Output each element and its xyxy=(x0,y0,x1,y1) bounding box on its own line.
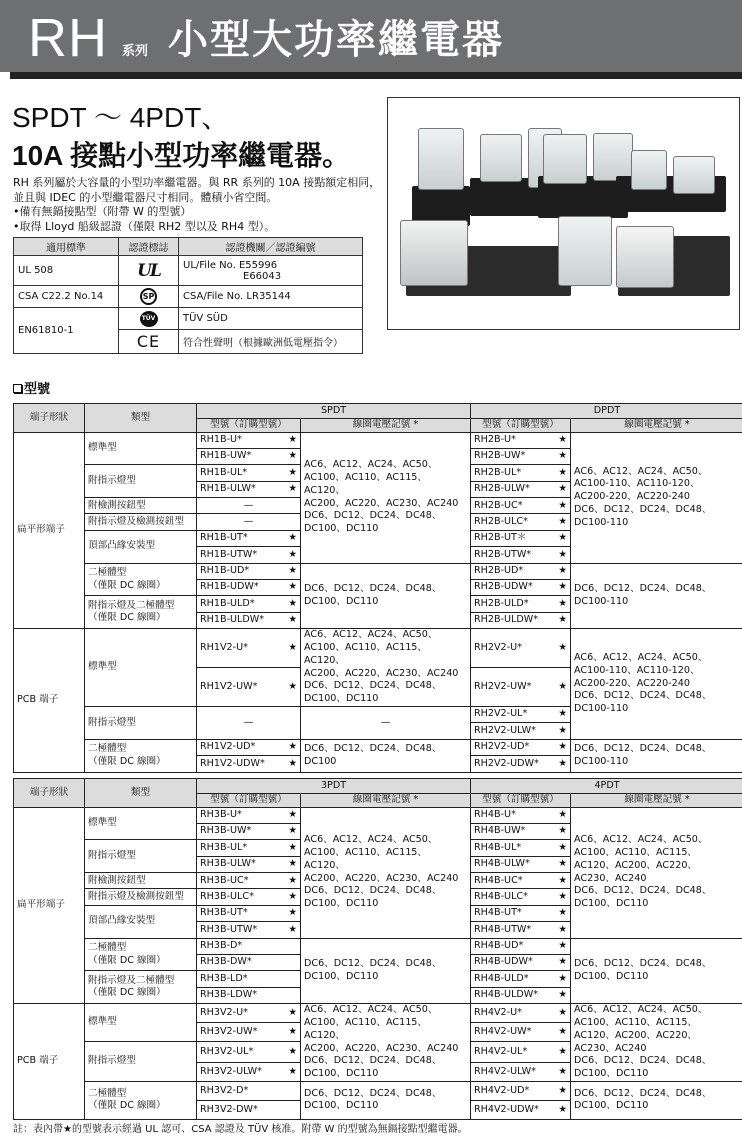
model-number-cell xyxy=(197,465,301,481)
coil-voltage-cell: DC6、DC12、DC24、DC48、 DC100、DC110 xyxy=(301,1081,471,1119)
model-number: RH3V2-DW* xyxy=(200,1103,258,1115)
star-approval-icon: ★ xyxy=(288,532,297,544)
star-approval-icon: ★ xyxy=(288,433,297,445)
model-number: RH4V2-UD* xyxy=(474,1084,530,1096)
star-approval-icon: ★ xyxy=(558,1006,568,1018)
star-approval-icon: ★ xyxy=(558,450,567,462)
model-number: RH2V2-UDW* xyxy=(474,757,539,769)
header-divider xyxy=(10,72,742,79)
relay-type-cell: 附指示燈型 xyxy=(85,1042,197,1082)
coil-voltage-cell: AC6、AC12、AC24、AC50、 AC100-110、AC110-120、 AC200-220、AC220-240 DC6、DC12、DC24、DC48、 DC100-110 xyxy=(571,432,742,563)
model-number: RH2B-U* xyxy=(474,433,516,445)
model-number: RH1B-ULDW* xyxy=(200,614,265,626)
model-number-cell xyxy=(471,739,571,755)
relay-type-cell: 附指示燈型 xyxy=(85,840,197,873)
model-number-cell xyxy=(197,807,301,823)
coil-voltage-cell: — xyxy=(301,706,471,739)
star-approval-icon: ★ xyxy=(288,1065,297,1077)
model-number: RH1B-U* xyxy=(200,433,242,445)
model-number-cell xyxy=(197,432,301,448)
headline-line2: 10A 接點小型功率繼電器。 xyxy=(12,140,351,171)
star-approval-icon: ★ xyxy=(288,907,297,919)
cert-authority: 符合性聲明（根據歐洲低電壓指令） xyxy=(179,330,363,354)
model-number-cell xyxy=(471,723,571,739)
model-number: RH2B-UD* xyxy=(474,565,524,577)
star-approval-icon: ★ xyxy=(558,466,567,478)
model-number: RH2B-UC* xyxy=(474,499,523,511)
model-number-cell xyxy=(471,905,571,921)
model-number: RH4B-UDW* xyxy=(474,956,533,968)
model-number-cell xyxy=(471,481,571,497)
star-approval-icon: ★ xyxy=(558,548,567,560)
model-number-cell xyxy=(471,873,571,889)
model-number-cell xyxy=(197,756,301,772)
model-number-cell xyxy=(197,823,301,839)
header-coil: 線圈電壓記號 * xyxy=(301,419,471,433)
star-approval-icon: ★ xyxy=(558,841,568,853)
coil-voltage-cell: DC6、DC12、DC24、DC48、 DC100、DC110 xyxy=(571,1081,742,1119)
model-number-cell xyxy=(471,547,571,563)
model-number-cell xyxy=(471,432,571,448)
cert-authority: UL/File No. E55996 E66043 xyxy=(179,256,363,286)
relay-type-cell: 附指示燈及二極體型 （僅限 DC 線圈） xyxy=(85,971,197,1004)
star-approval-icon: ★ xyxy=(558,499,567,511)
cert-standard: CSA C22.2 No.14 xyxy=(14,286,119,308)
model-number: RH3B-UT* xyxy=(200,907,248,919)
model-number-cell: — xyxy=(197,706,301,739)
header-pole-group: 3PDT xyxy=(197,779,471,794)
model-number-cell xyxy=(197,905,301,921)
model-number: RH3V2-D* xyxy=(200,1084,249,1096)
model-number-cell xyxy=(471,596,571,612)
cert-authority: TÜV SÜD xyxy=(179,308,363,330)
model-number-cell xyxy=(197,1081,301,1100)
model-number: RH2B-UT＊ xyxy=(474,532,527,544)
star-approval-icon: ★ xyxy=(558,532,567,544)
header-terminal: 端子形狀 xyxy=(14,779,85,808)
model-number: RH4B-UL* xyxy=(474,841,522,853)
model-number: RH2V2-ULW* xyxy=(474,724,536,736)
model-number: RH1B-ULW* xyxy=(200,483,256,495)
star-approval-icon: ★ xyxy=(288,923,297,935)
section-heading-models: 型號 xyxy=(13,378,50,397)
header-model: 型號（訂購型號） xyxy=(197,794,301,808)
headline-line1: SPDT ～ 4PDT、 xyxy=(12,102,230,133)
star-approval-icon: ★ xyxy=(288,597,297,609)
model-number-cell xyxy=(197,938,301,954)
star-approval-icon: ★ xyxy=(558,940,568,952)
relay-type-cell: 頂部凸緣安裝型 xyxy=(85,905,197,938)
table-row xyxy=(14,563,742,579)
star-approval-icon: ★ xyxy=(558,614,567,626)
page-header-bar xyxy=(0,0,742,72)
header-model: 型號（訂購型號） xyxy=(197,419,301,433)
star-approval-icon: ★ xyxy=(558,708,567,720)
star-approval-icon: ★ xyxy=(558,597,567,609)
model-number: RH4B-ULDW* xyxy=(474,989,539,1001)
relay-type-cell: 附指示燈及檢測按鈕型 xyxy=(85,889,197,905)
table-row xyxy=(14,807,742,823)
model-number: RH1B-UTW* xyxy=(200,548,258,560)
model-number: RH3B-DW* xyxy=(200,956,252,968)
star-approval-icon: ★ xyxy=(558,808,568,820)
model-number-cell xyxy=(471,448,571,464)
star-approval-icon: ★ xyxy=(288,614,297,626)
model-number-cell xyxy=(471,1023,571,1042)
model-number: RH3B-UL* xyxy=(200,841,248,853)
model-number-cell xyxy=(471,580,571,596)
model-number: RH1B-UL* xyxy=(200,466,248,478)
model-number: RH2B-ULDW* xyxy=(474,614,539,626)
star-approval-icon: ★ xyxy=(558,1025,568,1037)
relay-type-cell: 附指示燈及檢測按鈕型 xyxy=(85,514,197,530)
model-number-cell xyxy=(471,955,571,971)
star-approval-icon: ★ xyxy=(288,483,297,495)
model-number-cell xyxy=(471,1100,571,1119)
model-number-cell xyxy=(471,1062,571,1081)
coil-voltage-cell: AC6、AC12、AC24、AC50、 AC100、AC110、AC115、AC120、 AC200、AC220、AC230、AC240 DC6、DC12、DC24、DC48、 DC100、DC110 xyxy=(301,432,471,563)
header-pole-group: 4PDT xyxy=(471,779,742,794)
model-number-cell xyxy=(471,563,571,579)
model-number-cell xyxy=(471,856,571,872)
star-approval-icon: ★ xyxy=(558,1084,568,1096)
model-number: RH3B-D* xyxy=(200,940,243,952)
model-number: RH1V2-U* xyxy=(200,641,248,653)
coil-voltage-cell: AC6、AC12、AC24、AC50、 AC100-110、AC110-120、 AC200-220、AC220-240 DC6、DC12、DC24、DC48、 DC100-110 xyxy=(571,629,742,740)
model-number-cell xyxy=(197,922,301,938)
model-number: RH2B-UTW* xyxy=(474,548,532,560)
table-row xyxy=(14,938,742,954)
star-approval-icon: ★ xyxy=(288,548,297,560)
model-number-cell xyxy=(197,987,301,1003)
cert-header: 認證機關／認證編號 xyxy=(179,238,363,256)
terminal-shape-cell: PCB 端子 xyxy=(14,629,85,772)
header-type: 類型 xyxy=(85,779,197,808)
header-coil: 線圈電壓記號 * xyxy=(301,794,471,808)
star-approval-icon: ★ xyxy=(558,874,568,886)
intro-bullet: •備有無鎘接點型（附帶 W 的型號） xyxy=(13,205,192,219)
coil-voltage-cell: DC6、DC12、DC24、DC48、 DC100、DC110 xyxy=(301,563,471,629)
model-number: RH3B-UC* xyxy=(200,874,249,886)
cert-authority: CSA/File No. LR35144 xyxy=(179,286,363,308)
model-number-cell xyxy=(197,856,301,872)
star-approval-icon: ★ xyxy=(288,1006,297,1018)
csa-logo-icon: SP xyxy=(119,286,179,308)
model-number-cell: — xyxy=(197,498,301,514)
intro-text xyxy=(13,176,383,234)
model-number-cell xyxy=(471,668,571,707)
ce-logo-icon: CE xyxy=(119,330,179,354)
series-label: 系列 xyxy=(122,44,149,59)
model-number: RH1B-UD* xyxy=(200,565,250,577)
relay-type-cell: 標準型 xyxy=(85,1004,197,1042)
star-approval-icon: ★ xyxy=(288,825,297,837)
star-approval-icon: ★ xyxy=(558,641,567,653)
relay-type-cell: 二極體型 （僅限 DC 線圈） xyxy=(85,739,197,772)
coil-voltage-cell: DC6、DC12、DC24、DC48、 DC100、DC110 xyxy=(301,938,471,1004)
relay-type-cell: 二極體型 （僅限 DC 線圈） xyxy=(85,1081,197,1119)
model-number-cell xyxy=(197,596,301,612)
model-number: RH3V2-U* xyxy=(200,1006,248,1018)
tuv-logo-icon: TÜV xyxy=(119,308,179,330)
star-approval-icon: ★ xyxy=(288,757,297,769)
header-coil: 線圈電壓記號 * xyxy=(571,794,742,808)
star-approval-icon: ★ xyxy=(288,581,297,593)
table-row xyxy=(14,739,742,755)
star-approval-icon: ★ xyxy=(288,741,297,753)
cert-header: 適用標準 xyxy=(14,238,119,256)
header-coil: 線圈電壓記號 * xyxy=(571,419,742,433)
model-number-cell xyxy=(471,971,571,987)
star-approval-icon: ★ xyxy=(558,1103,568,1115)
product-photo xyxy=(387,97,740,330)
model-number-cell: — xyxy=(197,514,301,530)
model-number-cell xyxy=(471,807,571,823)
header-type: 類型 xyxy=(85,404,197,433)
model-number-cell xyxy=(197,530,301,546)
header-pole-group: DPDT xyxy=(471,404,742,419)
coil-voltage-cell: DC6、DC12、DC24、DC48、 DC100、DC110 xyxy=(571,938,742,1004)
cert-standard: UL 508 xyxy=(14,256,119,286)
star-approval-icon: ★ xyxy=(288,874,297,886)
model-number: RH4B-UTW* xyxy=(474,923,532,935)
model-number: RH4B-UD* xyxy=(474,940,524,952)
model-number: RH2B-UL* xyxy=(474,466,522,478)
model-number-cell xyxy=(197,1023,301,1042)
model-number-cell xyxy=(471,823,571,839)
model-number: RH2V2-U* xyxy=(474,641,522,653)
model-number: RH1B-ULD* xyxy=(200,597,255,609)
coil-voltage-cell: DC6、DC12、DC24、DC48、 DC100 xyxy=(301,739,471,772)
table-row xyxy=(14,629,742,668)
star-approval-icon: ★ xyxy=(558,825,568,837)
model-number-cell xyxy=(197,563,301,579)
star-approval-icon: ★ xyxy=(288,858,297,870)
model-number-cell xyxy=(197,612,301,628)
model-number: RH3B-UTW* xyxy=(200,923,258,935)
star-approval-icon: ★ xyxy=(558,741,567,753)
star-approval-icon: ★ xyxy=(288,1025,297,1037)
model-table-3pdt-4pdt xyxy=(13,778,742,1120)
star-approval-icon: ★ xyxy=(558,757,567,769)
model-number: RH4B-ULD* xyxy=(474,972,529,984)
model-number: RH2B-ULD* xyxy=(474,597,529,609)
star-approval-icon: ★ xyxy=(288,890,297,902)
star-approval-icon: ★ xyxy=(288,1045,297,1057)
model-number-cell xyxy=(197,1004,301,1023)
model-number: RH1B-UW* xyxy=(200,450,252,462)
ul-logo-icon: UL xyxy=(119,256,179,286)
relay-type-cell: 二極體型 （僅限 DC 線圈） xyxy=(85,563,197,596)
cert-header: 認證標誌 xyxy=(119,238,179,256)
coil-voltage-cell: AC6、AC12、AC24、AC50、 AC100、AC110、AC115、 AC120、AC200、AC220、 AC230、AC240 DC6、DC12、DC24、DC48、 DC100、DC110 xyxy=(571,807,742,938)
model-number-cell xyxy=(471,1004,571,1023)
model-number-cell xyxy=(197,1062,301,1081)
star-approval-icon: ★ xyxy=(558,724,567,736)
model-number-cell xyxy=(197,739,301,755)
star-approval-icon: ★ xyxy=(558,1045,568,1057)
model-number: RH2B-ULW* xyxy=(474,483,530,495)
header-pole-group: SPDT xyxy=(197,404,471,419)
model-number-cell xyxy=(471,530,571,546)
star-approval-icon: ★ xyxy=(558,581,567,593)
model-number-cell xyxy=(471,1042,571,1063)
model-number: RH4B-ULW* xyxy=(474,858,530,870)
model-number: RH4V2-ULW* xyxy=(474,1065,536,1077)
model-number: RH4V2-UW* xyxy=(474,1025,532,1037)
star-approval-icon: ★ xyxy=(288,450,297,462)
table-row xyxy=(14,1081,742,1100)
model-number-cell xyxy=(197,580,301,596)
coil-voltage-cell: DC6、DC12、DC24、DC48、 DC100-110 xyxy=(571,563,742,629)
certification-table xyxy=(13,237,363,354)
series-code: RH xyxy=(28,8,108,68)
model-number-cell xyxy=(471,938,571,954)
intro-paragraph: RH 系列屬於大容量的小型功率繼電器。與 RR 系列的 10A 接點額定相同，並且與 IDEC 的小型繼電器尺寸相同。體積小省空間。 xyxy=(13,176,381,204)
model-number-cell xyxy=(471,889,571,905)
header-terminal: 端子形狀 xyxy=(14,404,85,433)
model-number-cell xyxy=(471,498,571,514)
star-approval-icon: ★ xyxy=(558,989,568,1001)
model-number: RH4V2-U* xyxy=(474,1006,522,1018)
model-number: RH4B-UW* xyxy=(474,825,526,837)
relay-type-cell: 附檢測按鈕型 xyxy=(85,873,197,889)
relay-type-cell: 附指示燈型 xyxy=(85,706,197,739)
model-number: RH2V2-UW* xyxy=(474,680,532,692)
star-approval-icon: ★ xyxy=(558,972,568,984)
model-number-cell xyxy=(471,840,571,856)
model-number-cell xyxy=(197,448,301,464)
star-approval-icon: ★ xyxy=(558,483,567,495)
model-number-cell xyxy=(471,514,571,530)
terminal-shape-cell: 扁平形端子 xyxy=(14,807,85,1004)
model-number: RH4B-UC* xyxy=(474,874,523,886)
model-number: RH2V2-UL* xyxy=(474,708,528,720)
model-number: RH2B-ULC* xyxy=(474,515,528,527)
square-bullet-icon xyxy=(13,384,22,393)
model-number: RH2B-UDW* xyxy=(474,581,533,593)
star-approval-icon: ★ xyxy=(558,923,568,935)
model-number: RH3B-LD* xyxy=(200,972,248,984)
model-number: RH3B-U* xyxy=(200,808,242,820)
star-approval-icon: ★ xyxy=(558,515,567,527)
relay-type-cell: 標準型 xyxy=(85,432,197,465)
model-number: RH1B-UDW* xyxy=(200,581,259,593)
model-number-cell xyxy=(197,873,301,889)
relay-type-cell: 標準型 xyxy=(85,807,197,840)
model-number: RH4B-ULC* xyxy=(474,890,528,902)
model-number-cell xyxy=(471,922,571,938)
model-number: RH3B-ULW* xyxy=(200,858,256,870)
model-number-cell xyxy=(197,668,301,707)
model-number: RH3V2-UW* xyxy=(200,1025,258,1037)
header-model: 型號（訂購型號） xyxy=(471,419,571,433)
star-approval-icon: ★ xyxy=(288,641,297,653)
model-number-cell xyxy=(471,706,571,722)
model-number-cell xyxy=(471,756,571,772)
star-approval-icon: ★ xyxy=(558,433,567,445)
model-number: RH3V2-UL* xyxy=(200,1045,254,1057)
model-number: RH4B-UT* xyxy=(474,907,522,919)
model-number-cell xyxy=(197,971,301,987)
star-approval-icon: ★ xyxy=(288,841,297,853)
coil-voltage-cell: DC6、DC12、DC24、DC48、 DC100-110 xyxy=(571,739,742,772)
star-approval-icon: ★ xyxy=(558,858,568,870)
model-number: RH4B-U* xyxy=(474,808,516,820)
relay-type-cell: 二極體型 （僅限 DC 線圈） xyxy=(85,938,197,971)
coil-voltage-cell: AC6、AC12、AC24、AC50、 AC100、AC110、AC115、 AC120、AC200、AC220、 AC230、AC240 DC6、DC12、DC24、DC48、 DC100、DC110 xyxy=(571,1004,742,1082)
model-number-cell xyxy=(197,547,301,563)
coil-voltage-cell: AC6、AC12、AC24、AC50、 AC100、AC110、AC115、AC120、 AC200、AC220、AC230、AC240 DC6、DC12、DC24、DC48、 DC100、DC110 xyxy=(301,1004,471,1082)
model-number-cell xyxy=(471,629,571,668)
model-number: RH3B-ULC* xyxy=(200,890,254,902)
model-number: RH2B-UW* xyxy=(474,450,526,462)
footnote: 註：表內帶★的型號表示經過 UL 認可、CSA 認證及 TÜV 核准。附帶 W 的型號為無鎘接點型繼電器。 xyxy=(13,1124,468,1135)
model-number: RH1V2-UD* xyxy=(200,741,256,753)
intro-bullet: •取得 Lloyd 船級認證（僅限 RH2 型以及 RH4 型）。 xyxy=(13,219,276,233)
star-approval-icon: ★ xyxy=(288,466,297,478)
model-number: RH1V2-UW* xyxy=(200,680,258,692)
model-number: RH1B-UT* xyxy=(200,532,248,544)
model-number: RH2V2-UD* xyxy=(474,741,530,753)
model-number-cell xyxy=(471,1081,571,1100)
star-approval-icon: ★ xyxy=(558,907,568,919)
cert-standard: EN61810-1 xyxy=(14,308,119,354)
relay-type-cell: 附檢測按鈕型 xyxy=(85,498,197,514)
header-model: 型號（訂購型號） xyxy=(471,794,571,808)
model-number-cell xyxy=(197,840,301,856)
model-number-cell xyxy=(197,955,301,971)
terminal-shape-cell: 扁平形端子 xyxy=(14,432,85,629)
model-number-cell xyxy=(471,465,571,481)
star-approval-icon: ★ xyxy=(558,565,567,577)
model-number-cell xyxy=(471,612,571,628)
model-number-cell xyxy=(197,889,301,905)
model-number: RH3B-UW* xyxy=(200,825,252,837)
table-row xyxy=(14,432,742,448)
model-number: RH4V2-UDW* xyxy=(474,1103,539,1115)
star-approval-icon: ★ xyxy=(558,1065,568,1077)
star-approval-icon: ★ xyxy=(288,565,297,577)
coil-voltage-cell: AC6、AC12、AC24、AC50、 AC100、AC110、AC115、AC120、 AC200、AC220、AC230、AC240 DC6、DC12、DC24、DC48、 DC100、DC110 xyxy=(301,629,471,707)
relay-type-cell: 標準型 xyxy=(85,629,197,707)
relay-type-cell: 頂部凸緣安裝型 xyxy=(85,530,197,563)
model-number-cell xyxy=(197,481,301,497)
page-title: 小型大功率繼電器 xyxy=(168,17,504,63)
model-number: RH3V2-ULW* xyxy=(200,1065,262,1077)
coil-voltage-cell: AC6、AC12、AC24、AC50、 AC100、AC110、AC115、AC120、 AC200、AC220、AC230、AC240 DC6、DC12、DC24、DC48、 DC100、DC110 xyxy=(301,807,471,938)
relay-type-cell: 附指示燈型 xyxy=(85,465,197,498)
star-approval-icon: ★ xyxy=(558,680,567,692)
star-approval-icon: ★ xyxy=(558,956,568,968)
star-approval-icon: ★ xyxy=(558,890,568,902)
model-number-cell xyxy=(471,987,571,1003)
star-approval-icon: ★ xyxy=(288,808,297,820)
model-table-spdt-dpdt xyxy=(13,403,742,773)
model-number-cell xyxy=(197,629,301,668)
table-row xyxy=(14,1004,742,1023)
model-number-cell xyxy=(197,1100,301,1119)
model-number: RH4V2-UL* xyxy=(474,1045,528,1057)
model-number: RH3B-LDW* xyxy=(200,989,258,1001)
relay-type-cell: 附指示燈及二極體型 （僅限 DC 線圈） xyxy=(85,596,197,629)
model-number: RH1V2-UDW* xyxy=(200,757,265,769)
terminal-shape-cell: PCB 端子 xyxy=(14,1004,85,1120)
star-approval-icon: ★ xyxy=(288,680,297,692)
model-number-cell xyxy=(197,1042,301,1063)
